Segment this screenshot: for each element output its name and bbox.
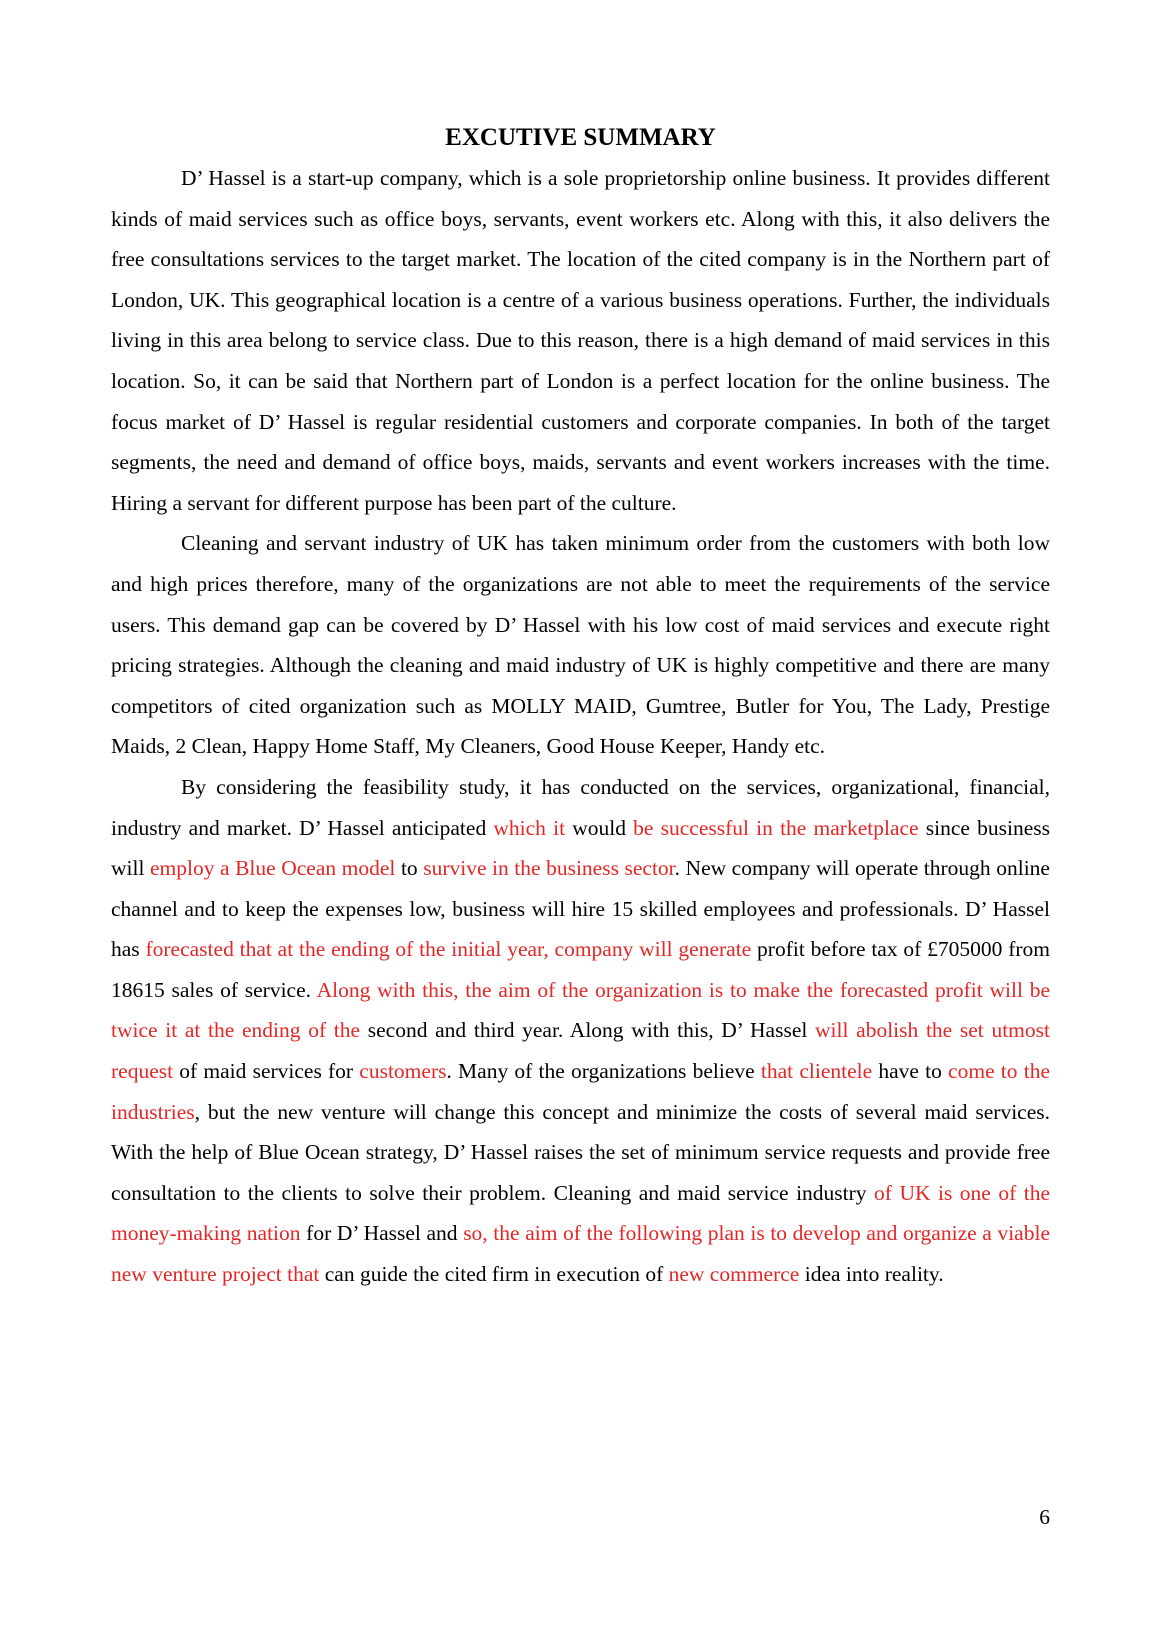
text-segment: idea into reality. xyxy=(799,1262,944,1287)
text-segment: since business will xyxy=(111,815,1050,881)
highlighted-text: of UK is one of the money-making nation xyxy=(111,1180,1050,1246)
page-title: EXCUTIVE SUMMARY xyxy=(445,124,716,151)
highlighted-text: be successful in the marketplace xyxy=(633,815,919,840)
text-segment: to xyxy=(395,856,424,881)
text-segment: second and third year. Along with this, D’ Hassel xyxy=(360,1018,816,1043)
text-segment: can guide the cited firm in execution of xyxy=(319,1262,669,1287)
highlighted-text: come to the industries xyxy=(111,1059,1050,1124)
text-segment: . Many of the organizations believe xyxy=(446,1059,761,1084)
page-number: 6 xyxy=(1039,1505,1050,1529)
highlighted-text: new commerce xyxy=(668,1262,800,1287)
text-segment: . New company will operate through online channel and to keep the expenses low, business will hire 15 skilled employees and professionals. D’ Hassel has xyxy=(111,856,1050,962)
text-segment: D’ Hassel is a start-up company, which is a sole proprietorship online business. It provides different kinds of maid services such as office boys, servants, event workers etc. Along with this, it also delivers the free consultations services to the target market. The location of the cited company is in the Northern part of London, UK. This geographical location is a centre of a various business operations. Further, the individuals living in this area belong to service class. Due to this reason, there is a high demand of maid services in this location. So, it can be said that Northern part of London is a perfect location for the online business. The focus market of D’ Hassel is regular residential customers and corporate companies. In both of the target segments, the need and demand of office boys, maids, servants and event workers increases with the time. Hiring a servant for different purpose has been part of the culture. xyxy=(111,166,1050,515)
highlighted-text: which it xyxy=(493,815,566,840)
highlighted-text: customers xyxy=(359,1059,447,1084)
text-segment: By considering the feasibility study, it has conducted on the services, organizational, financial, industry and market. D’ Hassel anticipated xyxy=(111,774,1050,840)
highlighted-text: Along with this, the aim of the organization is to make the forecasted profit will be twice it at the ending of the xyxy=(111,977,1050,1043)
highlighted-text: will abolish the set utmost request xyxy=(111,1018,1050,1084)
highlighted-text: forecasted that at the ending of the initial year, company will generate xyxy=(145,937,752,962)
text-segment: of maid services for xyxy=(173,1059,360,1084)
text-segment: Cleaning and servant industry of UK has taken minimum order from the customers with both low and high prices therefore, many of the organizations are not able to meet the requirements of the service users. This demand gap can be covered by D’ Hassel with his low cost of maid services and execute right pricing strategies. Although the cleaning and maid industry of UK is highly competitive and there are many competitors of cited organization such as MOLLY MAID, Gumtree, Butler for You, The Lady, Prestige Maids, 2 Clean, Happy Home Staff, My Cleaners, Good House Keeper, Handy etc. xyxy=(111,531,1050,759)
highlighted-text: survive in the business sector xyxy=(423,856,675,881)
text-segment: profit before tax of £705000 from 18615 sales of service. xyxy=(111,937,1050,1002)
highlighted-text: employ a Blue Ocean model xyxy=(149,856,396,881)
page-content xyxy=(111,118,1050,1295)
paragraph-2 xyxy=(111,523,1050,767)
text-segment: , but the new venture will change this concept and minimize the costs of several maid services. With the help of Blue Ocean strategy, D’ Hassel raises the set of minimum service requests and provide free consultation to the clients to solve their problem. Cleaning and maid service industry xyxy=(111,1099,1050,1205)
paragraph-1 xyxy=(111,158,1050,523)
text-segment: would xyxy=(565,815,634,840)
text-segment: for D’ Hassel and xyxy=(300,1221,464,1246)
highlighted-text: so, the aim of the following plan is to develop and organize a viable new venture project that xyxy=(111,1221,1050,1287)
paragraph-3 xyxy=(111,767,1050,1295)
body-text xyxy=(111,158,1050,1295)
highlighted-text: that clientele xyxy=(760,1059,873,1084)
text-segment: have to xyxy=(872,1059,949,1084)
